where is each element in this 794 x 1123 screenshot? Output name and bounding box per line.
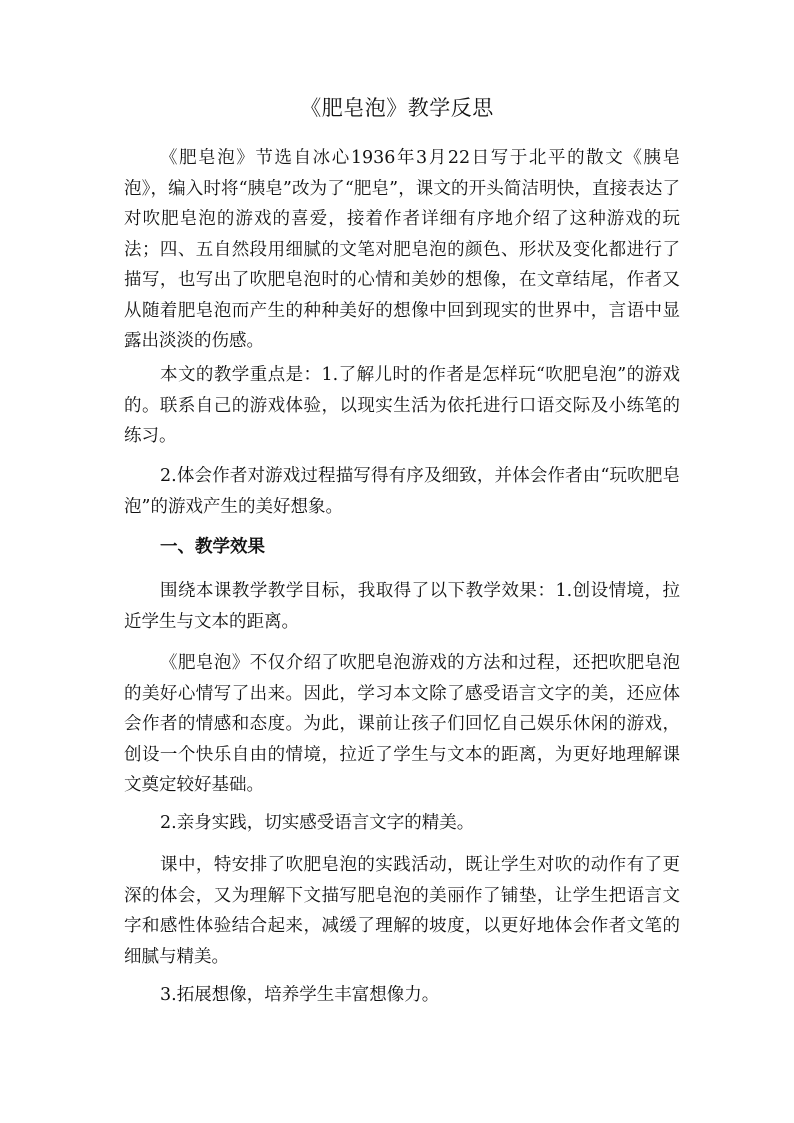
paragraph-key-point-2: 2.体会作者对游戏过程描写得有序及细致，并体会作者由“玩吹肥皂泡”的游戏产生的美好想象。: [124, 466, 680, 517]
paragraph-key-point-1: 本文的教学重点是：1.了解儿时的作者是怎样玩“吹肥皂泡”的游戏的。联系自己的游戏体验，以现实生活为依托进行口语交际及小练笔的练习。: [124, 365, 680, 446]
section-heading-teaching-effect: 一、教学效果: [160, 537, 265, 557]
paragraph-effect-1-detail: 《肥皂泡》不仅介绍了吹肥皂泡游戏的方法和过程，还把吹肥皂泡的美好心情写了出来。因此，学习本文除了感受语言文字的美，还应体会作者的情感和态度。为此，课前让孩子们回忆自己娱乐休闲的游戏，创设一个快乐自由的情境，拉近了学生与文本的距离，为更好地理解课文奠定较好基础。: [124, 653, 680, 795]
paragraph-effect-1: 围绕本课教学教学目标，我取得了以下教学效果：1.创设情境，拉近学生与文本的距离。: [124, 581, 680, 632]
document-title: 《肥皂泡》教学反思: [300, 96, 494, 120]
paragraph-effect-2: 2.亲身实践，切实感受语言文字的精美。: [160, 813, 475, 833]
paragraph-effect-3: 3.拓展想像，培养学生丰富想像力。: [160, 985, 440, 1005]
paragraph-intro: 《肥皂泡》节选自冰心1936年3月22日写于北平的散文《胰皂泡》，编入时将“胰皂”改为了“肥皂”，课文的开头简洁明快，直接表达了对吹肥皂泡的游戏的喜爱，接着作者详细有序地介绍了这种游戏的玩法；四、五自然段用细腻的文笔对肥皂泡的颜色、形状及变化都进行了描写，也写出了吹肥皂泡时的心情和美妙的想像，在文章结尾，作者又从随着肥皂泡而产生的种种美好的想像中回到现实的世界中，言语中显露出淡淡的伤感。: [124, 148, 680, 351]
paragraph-effect-2-detail: 课中，特安排了吹肥皂泡的实践活动，既让学生对吹的动作有了更深的体会，又为理解下文描写肥皂泡的美丽作了铺垫，让学生把语言文字和感性体验结合起来，减缓了理解的坡度，以更好地体会作者文笔的细腻与精美。: [124, 855, 680, 967]
